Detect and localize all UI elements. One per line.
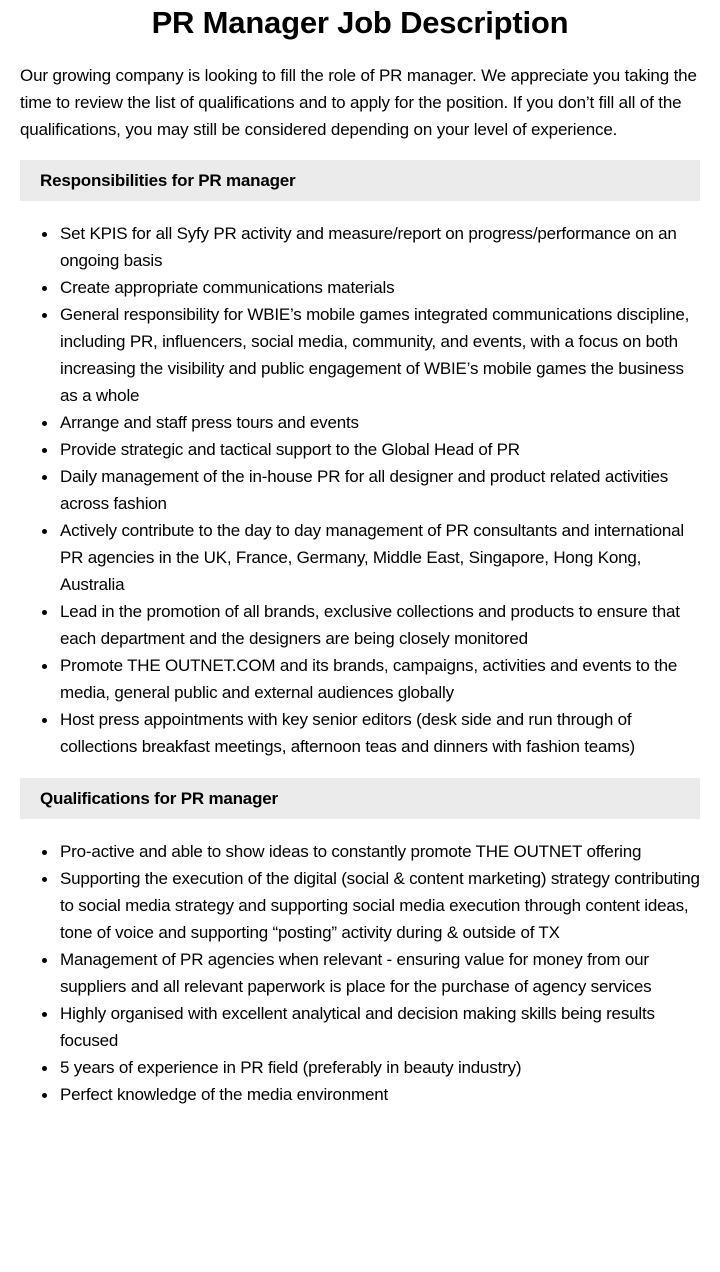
responsibilities-heading: Responsibilities for PR manager	[20, 160, 700, 201]
qualifications-list	[20, 838, 700, 1108]
qualifications-heading: Qualifications for PR manager	[20, 778, 700, 819]
list-item: Create appropriate communications materials	[60, 274, 700, 301]
list-item: Lead in the promotion of all brands, exclusive collections and products to ensure that each department and the designers are being closely monitored	[60, 598, 700, 652]
list-item: 5 years of experience in PR field (preferably in beauty industry)	[60, 1054, 700, 1081]
list-item: Arrange and staff press tours and events	[60, 409, 700, 436]
list-item: Perfect knowledge of the media environment	[60, 1081, 700, 1108]
list-item: Management of PR agencies when relevant - ensuring value for money from our suppliers and all relevant paperwork is place for the purchase of agency services	[60, 946, 700, 1000]
responsibilities-list	[20, 220, 700, 760]
list-item: Daily management of the in-house PR for all designer and product related activities across fashion	[60, 463, 700, 517]
page-title: PR Manager Job Description	[151, 5, 569, 40]
qualifications-section	[20, 778, 700, 1108]
list-item: Promote THE OUTNET.COM and its brands, campaigns, activities and events to the media, general public and external audiences globally	[60, 652, 700, 706]
list-item: Highly organised with excellent analytical and decision making skills being results focused	[60, 1000, 700, 1054]
intro-paragraph: Our growing company is looking to fill the role of PR manager. We appreciate you taking the time to review the list of qualifications and to apply for the position. If you don’t fill all of the qualifications, you may still be considered depending on your level of experience.	[20, 66, 697, 139]
list-item: Host press appointments with key senior editors (desk side and run through of collections breakfast meetings, afternoon teas and dinners with fashion teams)	[60, 706, 700, 760]
list-item: Actively contribute to the day to day management of PR consultants and international PR agencies in the UK, France, Germany, Middle East, Singapore, Hong Kong, Australia	[60, 517, 700, 598]
list-item: Pro-active and able to show ideas to constantly promote THE OUTNET offering	[60, 838, 700, 865]
list-item: General responsibility for WBIE’s mobile games integrated communications discipline, including PR, influencers, social media, community, and events, with a focus on both increasing the visibility and public engagement of WBIE’s mobile games the business as a whole	[60, 301, 700, 409]
responsibilities-section	[20, 160, 700, 760]
list-item: Provide strategic and tactical support to the Global Head of PR	[60, 436, 700, 463]
list-item: Set KPIS for all Syfy PR activity and measure/report on progress/performance on an ongoing basis	[60, 220, 700, 274]
list-item: Supporting the execution of the digital (social & content marketing) strategy contributing to social media strategy and supporting social media execution through content ideas, tone of voice and supporting “posting” activity during & outside of TX	[60, 865, 700, 946]
